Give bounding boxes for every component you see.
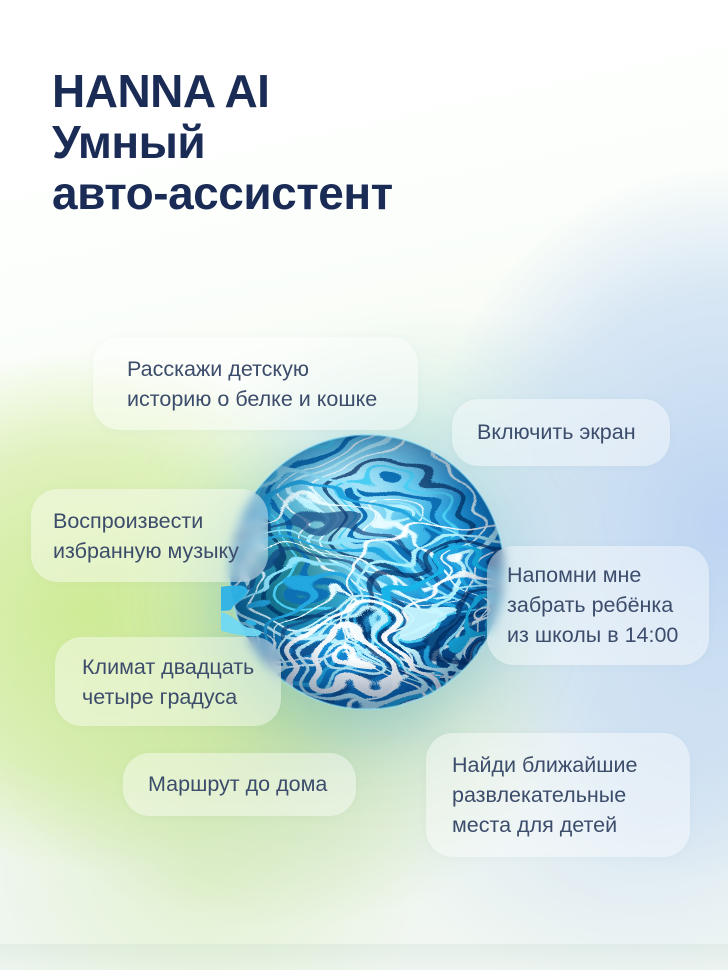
bubble-line: Климат двадцать	[82, 655, 255, 679]
bubble-line: развлекательные	[452, 783, 627, 807]
voice-command-bubble-places	[426, 733, 690, 857]
bubble-line: Маршрут до дома	[148, 772, 328, 796]
title-subtitle-1: Умный	[52, 116, 206, 168]
voice-command-bubble-climate	[55, 637, 281, 726]
bubble-line: забрать ребёнка	[507, 593, 674, 617]
bottom-edge-band	[0, 944, 728, 970]
bubble-line: избранную музыку	[53, 539, 239, 563]
voice-command-bubble-reminder	[487, 546, 709, 665]
bubble-line: Включить экран	[477, 420, 636, 444]
bubble-line: из школы в 14:00	[507, 623, 679, 647]
bubble-line: Расскажи детскую	[127, 357, 309, 381]
bubble-line: места для детей	[452, 813, 618, 837]
bubble-line: четыре градуса	[82, 685, 238, 709]
title-subtitle-2: авто-ассистент	[52, 167, 393, 219]
voice-command-bubble-screen	[452, 399, 670, 466]
bubble-line: Напомни мне	[507, 563, 642, 587]
voice-command-bubble-route	[123, 753, 356, 816]
bubble-line: Воспроизвести	[53, 509, 204, 533]
voice-command-bubble-story	[93, 337, 418, 430]
title-brand: HANNA AI	[52, 65, 270, 117]
bubble-line: историю о белке и кошке	[127, 387, 378, 411]
bubble-line: Найди ближайшие	[452, 753, 638, 777]
voice-command-bubble-music	[31, 489, 268, 582]
page-title	[52, 66, 393, 219]
